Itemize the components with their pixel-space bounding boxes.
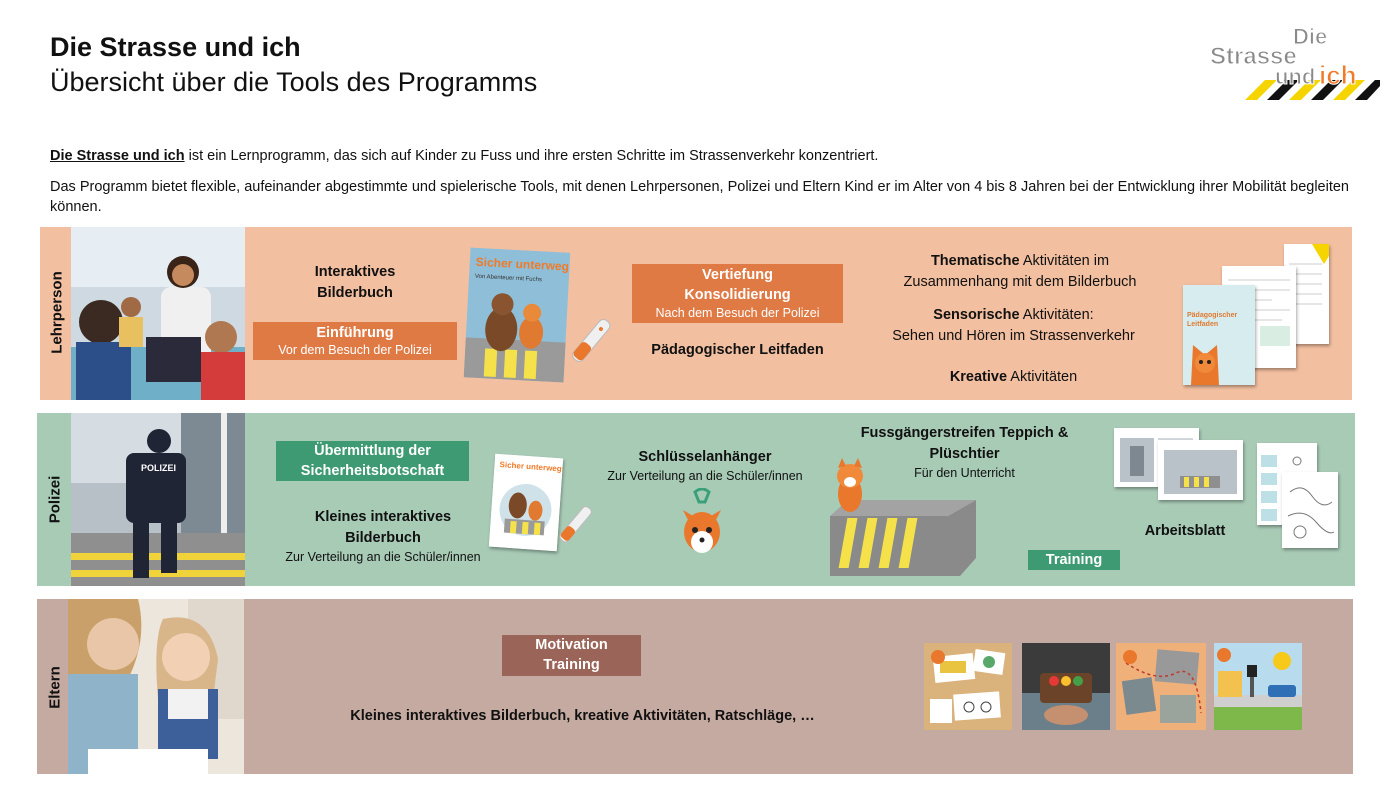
row-label-eltern: Eltern [46, 666, 64, 709]
parent-child-photo [68, 599, 244, 774]
small-book-label: Kleines interaktives Bilderbuch Zur Verteilung an die Schüler/innen [285, 509, 481, 564]
program-name-link[interactable]: Die Strasse und ich [50, 148, 185, 164]
einfuehrung-box: Einführung Vor dem Besuch der Polizei [253, 322, 457, 360]
eltern-summary: Kleines interaktives Bilderbuch, kreative Aktivitäten, Ratschläge, … [350, 708, 815, 724]
vertiefung-box: Vertiefung Konsolidierung Nach dem Besuch der Polizei [632, 264, 843, 323]
small-audio-pen-icon [555, 503, 595, 553]
row-label-lehrperson: Lehrperson [48, 271, 66, 354]
svg-text:ich: ich [1319, 60, 1357, 90]
interactive-book-title: Interaktives Bilderbuch [314, 264, 396, 301]
activity-image-map [1116, 643, 1206, 730]
arbeitsblatt-label: Arbeitsblatt [1144, 523, 1226, 539]
keychain-label: Schlüsselanhänger Zur Verteilung an die Schüler/innen [607, 449, 803, 483]
carpet-plush-image [828, 458, 978, 581]
leitfaden-label: Pädagogischer Leitfaden [651, 342, 824, 358]
carpet-label: Fussgängerstreifen Teppich & Plüschtier Für den Unterricht [860, 425, 1069, 480]
activity-image-cards [924, 643, 1012, 730]
svg-text:Die: Die [1293, 24, 1328, 49]
svg-text:Von Abenteuer mit Fuchs: Von Abenteuer mit Fuchs [474, 273, 543, 284]
motivation-box: Motivation Training [502, 635, 641, 676]
activity-image-traffic-light [1022, 643, 1110, 730]
worksheet-page-4 [1282, 472, 1338, 548]
row-label-polizei: Polizei [46, 475, 64, 524]
small-book-cover [489, 454, 563, 552]
uebermittlung-box: Übermittlung der Sicherheitsbotschaft [276, 441, 469, 481]
svg-text:POLIZEI: POLIZEI [141, 463, 177, 473]
fox-keychain-icon [675, 488, 729, 567]
svg-text:Pädagogischer: Pädagogischer [1187, 312, 1238, 319]
intro-line-1: Die Strasse und ich ist ein Lernprogramm, das sich auf Kinder zu Fuss und ihre ersten Schritte im Strassenverkehr konzentriert. [50, 148, 879, 164]
page-title: Die Strasse und ich [50, 32, 301, 62]
svg-text:Sicher unterwegs: Sicher unterwegs [475, 254, 571, 274]
svg-text:Strasse: Strasse [1210, 43, 1297, 70]
book-cover-image [464, 247, 571, 382]
thematische-activities: Thematische Aktivitäten im Zusammenhang mit dem Bilderbuch [903, 253, 1137, 290]
activity-image-street-scene [1214, 643, 1302, 730]
page-subtitle: Übersicht über die Tools des Programms [50, 67, 538, 97]
intro-line-2: Das Programm bietet flexible, aufeinander abgestimmte und spielerische Tools, mit denen Lehrpersonen, Polizei und Eltern Kind er im Alter von 4 bis 8 Jahren bei der Entwicklung ihrer Mobilität begleiten können. [50, 179, 1349, 215]
teacher-photo [71, 227, 245, 400]
sensorische-activities: Sensorische Aktivitäten: Sehen und Hören im Strassenverkehr [892, 307, 1135, 344]
svg-text:Sicher unterwegs: Sicher unterwegs [499, 460, 564, 474]
kreative-activities: Kreative Aktivitäten [949, 369, 1078, 385]
svg-text:und: und [1275, 64, 1316, 89]
training-box-polizei: Training [1028, 550, 1120, 570]
program-logo [1205, 22, 1380, 102]
guide-cover [1183, 285, 1255, 385]
svg-text:Leitfaden: Leitfaden [1187, 321, 1219, 328]
audio-pen-icon [565, 315, 615, 375]
worksheet-page-2 [1158, 440, 1243, 500]
police-photo [71, 413, 245, 586]
